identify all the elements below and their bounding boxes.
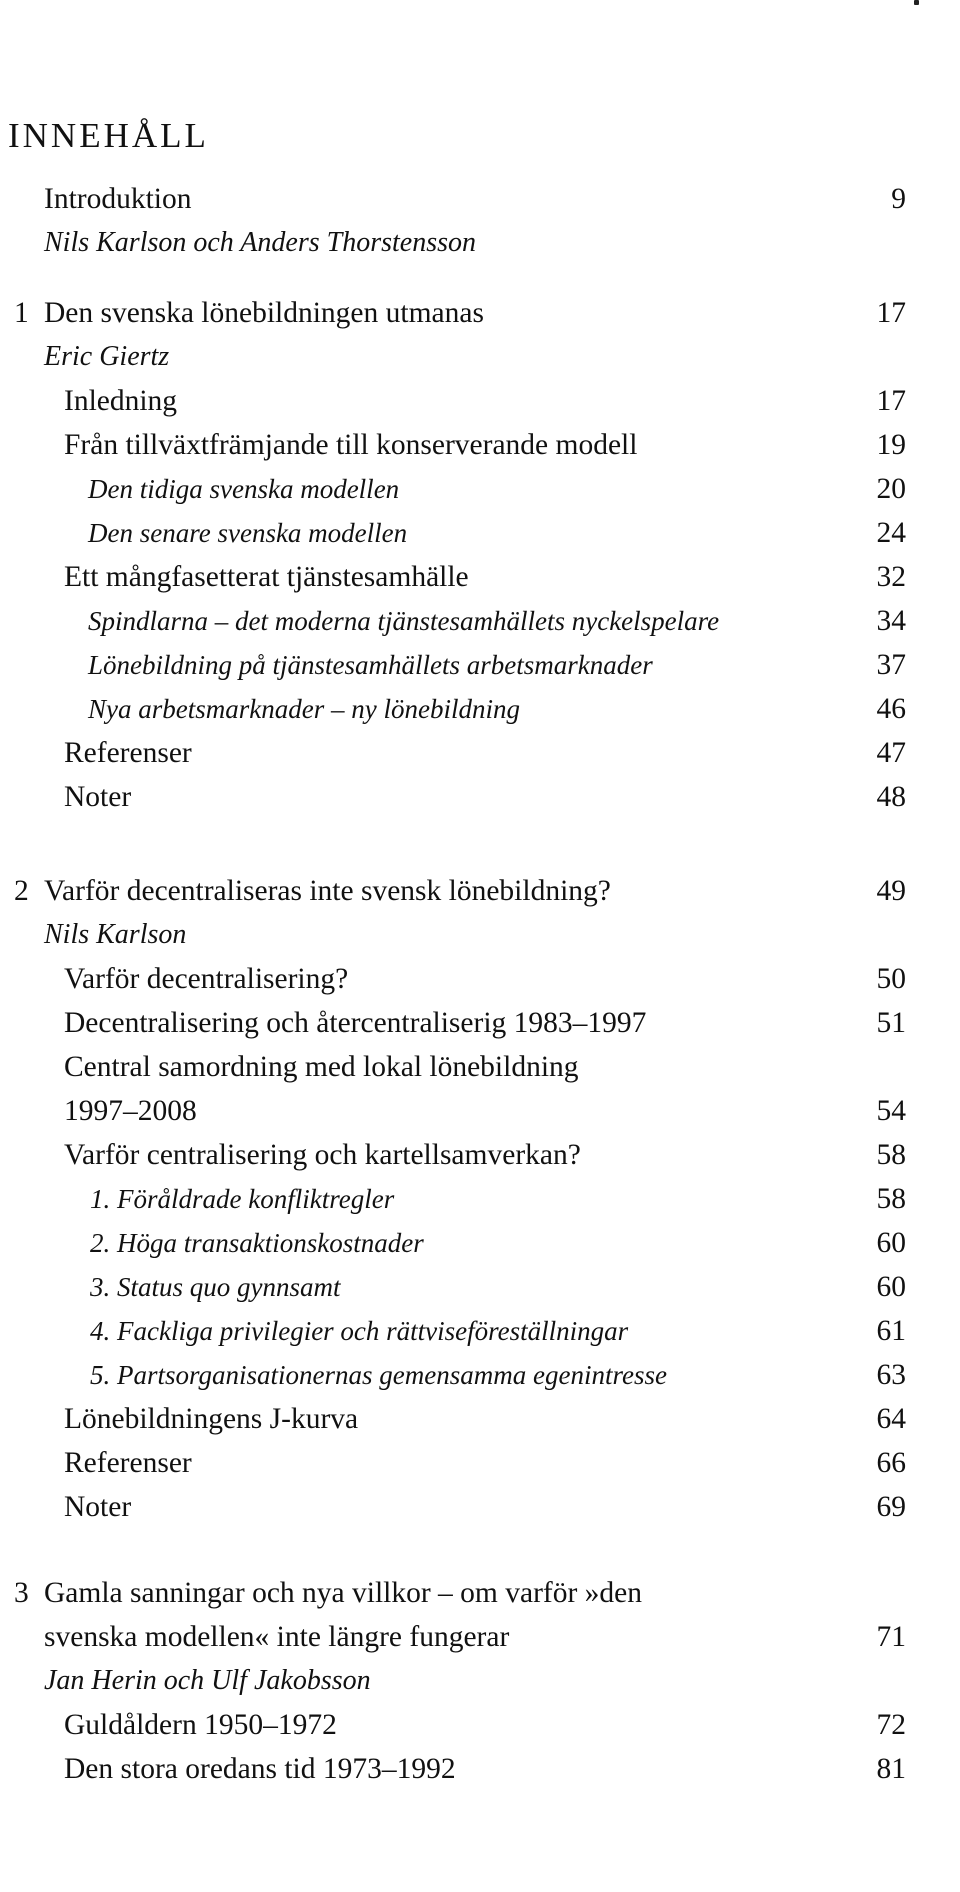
toc-entry[interactable]	[0, 1353, 960, 1397]
toc-entry[interactable]	[0, 687, 960, 731]
entry-page: 50	[876, 963, 906, 995]
entry-page: 58	[876, 1139, 906, 1171]
toc-intro	[0, 177, 960, 265]
entry-title: Den svenska lönebildningen utmanas	[44, 297, 484, 329]
entry-page: 24	[876, 517, 906, 549]
toc-entry[interactable]	[0, 869, 960, 913]
entry-title: 5. Partsorganisationernas gemensamma egenintresse	[90, 1360, 667, 1390]
toc-chapter-3	[0, 1571, 960, 1791]
toc-entry[interactable]	[0, 423, 960, 467]
entry-page: 46	[876, 693, 906, 725]
entry-title: Decentralisering och återcentraliserig 1983–1997	[64, 1007, 647, 1039]
entry-title: Spindlarna – det moderna tjänstesamhällets nyckelspelare	[88, 606, 720, 636]
entry-title: 4. Fackliga privilegier och rättviseföreställningar	[90, 1316, 629, 1346]
entry-title: Noter	[64, 1491, 132, 1523]
entry-page: 81	[876, 1753, 906, 1785]
entry-page: 60	[876, 1271, 906, 1303]
entry-title: Lönebildningens J-kurva	[64, 1403, 359, 1435]
entry-page: 32	[876, 561, 906, 593]
entry-title: Varför decentraliseras inte svensk lönebildning?	[44, 875, 611, 907]
toc-author	[0, 1659, 960, 1703]
toc-entry[interactable]	[0, 1747, 960, 1791]
entry-page: 49	[876, 875, 906, 907]
toc-entry[interactable]	[0, 1615, 960, 1659]
toc-entry[interactable]	[0, 957, 960, 1001]
entry-page: 69	[876, 1491, 906, 1523]
toc-author	[0, 913, 960, 957]
toc-entry[interactable]	[0, 731, 960, 775]
entry-page: 60	[876, 1227, 906, 1259]
entry-title: Lönebildning på tjänstesamhällets arbetsmarknader	[88, 650, 653, 680]
entry-title: Den senare svenska modellen	[88, 518, 408, 548]
entry-title: Central samordning med lokal lönebildning	[64, 1051, 579, 1083]
entry-title: Från tillväxtfrämjande till konserverande modell	[64, 429, 638, 461]
entry-page: 66	[876, 1447, 906, 1479]
toc-entry[interactable]	[0, 1397, 960, 1441]
toc-entry[interactable]	[0, 1089, 960, 1133]
entry-title-continued: svenska modellen« inte längre fungerar	[44, 1621, 510, 1653]
toc-entry[interactable]	[0, 1309, 960, 1353]
entry-title: Referenser	[64, 737, 192, 769]
toc-entry[interactable]	[0, 379, 960, 423]
chapter-number: 2	[14, 875, 29, 907]
author-name: Nils Karlson	[44, 919, 187, 950]
entry-title: Inledning	[64, 385, 178, 417]
toc-entry[interactable]	[0, 1485, 960, 1529]
entry-page: 51	[876, 1007, 906, 1039]
entry-page: 63	[876, 1359, 906, 1391]
author-name: Nils Karlson och Anders Thorstensson	[44, 227, 476, 258]
entry-title: Varför decentralisering?	[64, 963, 349, 995]
entry-page: 54	[876, 1095, 906, 1127]
entry-title: 2. Höga transaktionskostnader	[90, 1228, 424, 1258]
toc-author	[0, 221, 960, 265]
entry-page: 19	[876, 429, 906, 461]
chapter-number: 1	[14, 297, 29, 329]
toc-entry[interactable]	[0, 177, 960, 221]
toc-entry[interactable]	[0, 555, 960, 599]
toc-chapter-2	[0, 869, 960, 1529]
toc-entry[interactable]	[0, 1045, 960, 1089]
corner-mark	[914, 0, 919, 5]
entry-title: Introduktion	[44, 183, 192, 215]
toc-entry[interactable]	[0, 1001, 960, 1045]
entry-page: 64	[876, 1403, 906, 1435]
entry-title: Referenser	[64, 1447, 192, 1479]
toc-entry[interactable]	[0, 1571, 960, 1615]
entry-page: 37	[876, 649, 906, 681]
toc-entry[interactable]	[0, 1703, 960, 1747]
toc-entry[interactable]	[0, 291, 960, 335]
entry-title: Nya arbetsmarknader – ny lönebildning	[88, 694, 520, 724]
entry-title: Den stora oredans tid 1973–1992	[64, 1753, 456, 1785]
entry-page: 9	[891, 183, 906, 215]
toc-entry[interactable]	[0, 511, 960, 555]
entry-title: 1997–2008	[64, 1095, 197, 1127]
toc-entry[interactable]	[0, 1133, 960, 1177]
toc-entry[interactable]	[0, 1265, 960, 1309]
entry-title: 1. Föråldrade konfliktregler	[90, 1184, 395, 1214]
entry-page: 34	[876, 605, 906, 637]
table-of-contents	[0, 177, 960, 1791]
entry-page: 17	[876, 385, 906, 417]
toc-entry[interactable]	[0, 467, 960, 511]
toc-entry[interactable]	[0, 1441, 960, 1485]
entry-title: Noter	[64, 781, 132, 813]
author-name: Jan Herin och Ulf Jakobsson	[44, 1665, 371, 1696]
entry-title: Gamla sanningar och nya villkor – om varför »den	[44, 1577, 643, 1609]
entry-title: Guldåldern 1950–1972	[64, 1709, 337, 1741]
entry-page: 17	[876, 297, 906, 329]
entry-title: Den tidiga svenska modellen	[88, 474, 400, 504]
entry-page: 48	[876, 781, 906, 813]
entry-title: Ett mångfasetterat tjänstesamhälle	[64, 561, 469, 593]
toc-entry[interactable]	[0, 1177, 960, 1221]
entry-page: 71	[876, 1621, 906, 1653]
toc-author	[0, 335, 960, 379]
author-name: Eric Giertz	[44, 341, 170, 372]
entry-page: 72	[876, 1709, 906, 1741]
toc-heading: INNEHÅLL	[8, 116, 209, 155]
entry-page: 20	[876, 473, 906, 505]
toc-entry[interactable]	[0, 599, 960, 643]
toc-entry[interactable]	[0, 1221, 960, 1265]
chapter-number: 3	[14, 1577, 29, 1609]
toc-entry[interactable]	[0, 775, 960, 819]
entry-page: 58	[876, 1183, 906, 1215]
entry-title: 3. Status quo gynnsamt	[90, 1272, 341, 1302]
entry-page: 61	[876, 1315, 906, 1347]
entry-title: Varför centralisering och kartellsamverkan?	[64, 1139, 581, 1171]
entry-page: 47	[876, 737, 906, 769]
toc-entry[interactable]	[0, 643, 960, 687]
toc-chapter-1	[0, 291, 960, 819]
